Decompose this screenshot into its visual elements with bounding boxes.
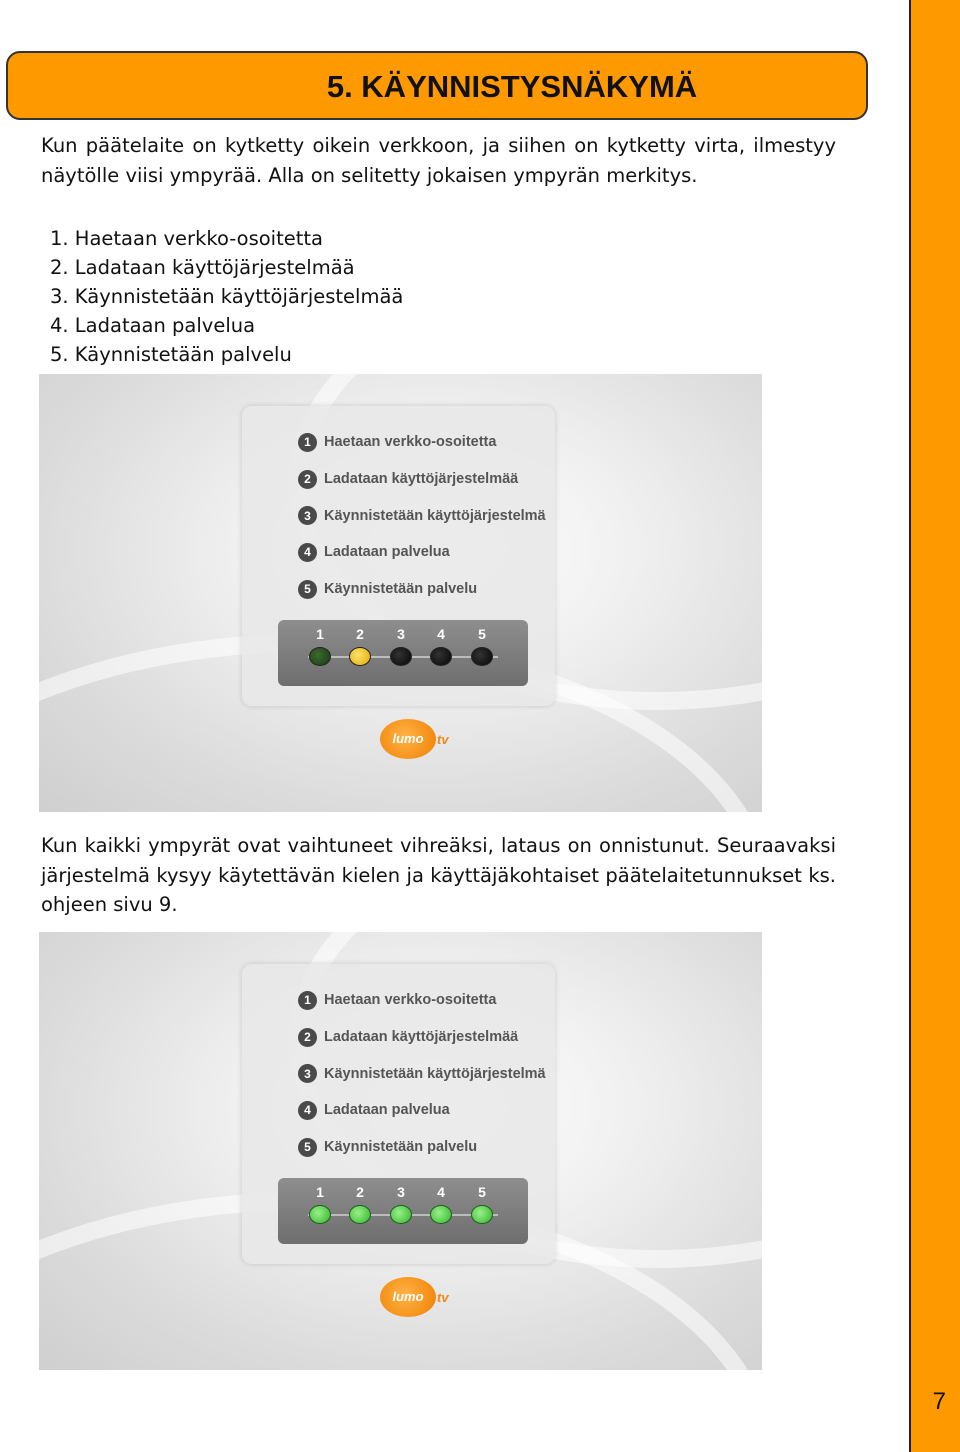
boot-step-label: Käynnistetään palvelu (324, 1139, 478, 1156)
led-number: 1 (316, 626, 324, 642)
logo-text: lumo (392, 1289, 424, 1304)
boot-step-item (298, 461, 546, 498)
steps-list (50, 224, 403, 369)
boot-step-label: Ladataan käyttöjärjestelmää (324, 471, 519, 488)
boot-step-label: Käynnistetään käyttöjärjestelmä (324, 507, 546, 524)
step-number-badge: 4 (298, 543, 317, 562)
step-item: 4. Ladataan palvelua (50, 314, 256, 337)
step-number-badge: 1 (298, 991, 317, 1010)
led-number: 1 (316, 1184, 324, 1200)
led-number: 2 (356, 626, 364, 642)
status-led (390, 647, 412, 666)
step-number-badge: 2 (298, 1028, 317, 1047)
led-number: 3 (397, 1184, 405, 1200)
led-number: 3 (397, 626, 405, 642)
boot-panel (242, 964, 555, 1264)
step-number-badge: 4 (298, 1101, 317, 1120)
status-led (471, 1205, 493, 1224)
logo-text: lumo (392, 731, 424, 746)
boot-step-item (298, 534, 546, 571)
side-strip (909, 0, 960, 1452)
status-led (430, 1205, 452, 1224)
led-indicator-panel (278, 620, 528, 686)
boot-step-item (298, 497, 546, 534)
boot-step-label: Käynnistetään palvelu (324, 581, 478, 598)
lumo-logo (380, 719, 436, 759)
boot-screen-in-progress (39, 374, 762, 812)
step-number-badge: 3 (298, 1064, 317, 1083)
step-number-badge: 1 (298, 433, 317, 452)
led-number: 2 (356, 1184, 364, 1200)
status-led (309, 647, 331, 666)
boot-screen-complete (39, 932, 762, 1370)
intro-paragraph: Kun päätelaite on kytketty oikein verkkoon, ja siihen on kytketty virta, ilmestyy näytölle viisi ympyrää. Alla on selitetty jokaisen ympyrän merkitys. (41, 134, 836, 187)
status-led (471, 647, 493, 666)
logo-suffix: tv (437, 1290, 449, 1305)
status-led (390, 1205, 412, 1224)
boot-step-label: Ladataan palvelua (324, 544, 450, 561)
section-header (6, 51, 868, 120)
step-number-badge: 5 (298, 1138, 317, 1157)
status-led (349, 647, 371, 666)
status-led (309, 1205, 331, 1224)
boot-step-label: Käynnistetään käyttöjärjestelmä (324, 1065, 546, 1082)
boot-step-item (298, 1129, 546, 1166)
boot-step-item (298, 982, 546, 1019)
led-indicator-panel (278, 1178, 528, 1244)
step-item: 2. Ladataan käyttöjärjestelmää (50, 256, 355, 279)
status-led (349, 1205, 371, 1224)
success-paragraph: Kun kaikki ympyrät ovat vaihtuneet vihreäksi, lataus on onnistunut. Seuraavaksi järjestelmä kysyy käytettävän kielen ja käyttäjäkohtaiset päätelaitetunnukset ks. ohjeen sivu 9. (41, 834, 836, 916)
lumo-logo (380, 1277, 436, 1317)
boot-step-label: Haetaan verkko-osoitetta (324, 992, 497, 1009)
led-number: 4 (437, 626, 445, 642)
boot-step-item (298, 1092, 546, 1129)
boot-step-label: Ladataan palvelua (324, 1102, 450, 1119)
boot-step-menu (298, 982, 546, 1165)
led-number: 4 (437, 1184, 445, 1200)
boot-step-menu (298, 424, 546, 607)
boot-step-item (298, 571, 546, 608)
led-number: 5 (478, 1184, 486, 1200)
boot-step-label: Haetaan verkko-osoitetta (324, 434, 497, 451)
boot-step-item (298, 424, 546, 461)
status-led (430, 647, 452, 666)
logo-suffix: tv (437, 732, 449, 747)
page-number: 7 (932, 1388, 946, 1415)
boot-panel (242, 406, 555, 706)
step-item: 5. Käynnistetään palvelu (50, 343, 292, 366)
step-item: 1. Haetaan verkko-osoitetta (50, 227, 323, 250)
step-number-badge: 5 (298, 580, 317, 599)
led-number: 5 (478, 626, 486, 642)
boot-step-label: Ladataan käyttöjärjestelmää (324, 1029, 519, 1046)
boot-step-item (298, 1019, 546, 1056)
section-title: 5. KÄYNNISTYSNÄKYMÄ (326, 69, 698, 104)
step-item: 3. Käynnistetään käyttöjärjestelmää (50, 285, 404, 308)
step-number-badge: 3 (298, 506, 317, 525)
boot-step-item (298, 1055, 546, 1092)
step-number-badge: 2 (298, 470, 317, 489)
